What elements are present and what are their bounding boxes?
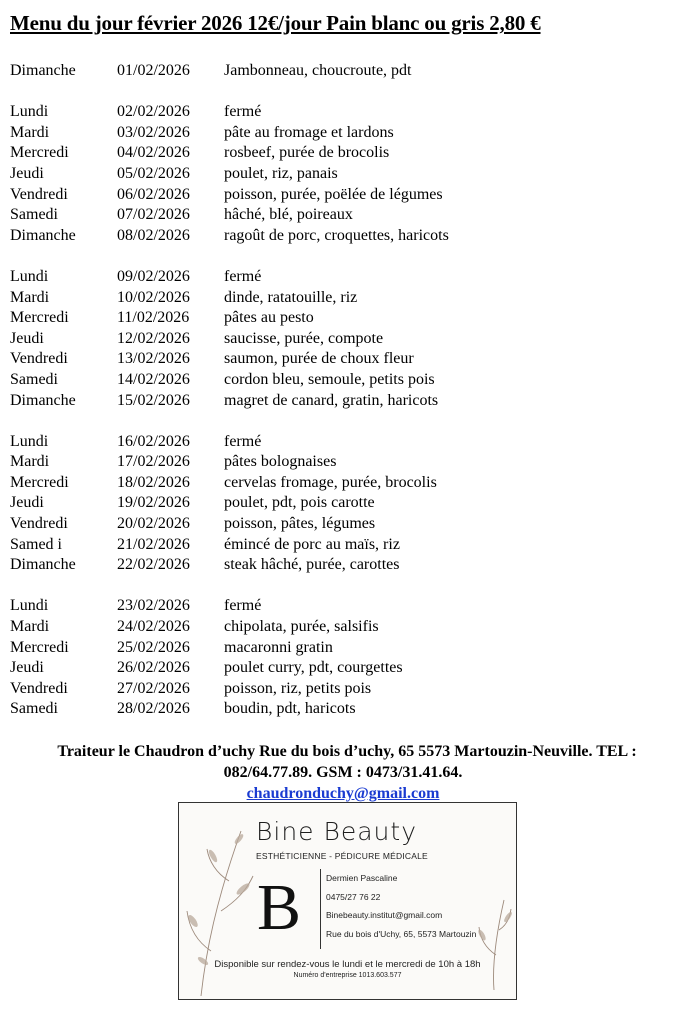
- caterer-footer: [0, 741, 686, 804]
- menu-row: [10, 288, 670, 309]
- menu-dish: Jambonneau, choucroute, pdt: [224, 62, 412, 79]
- menu-day: Mercredi: [10, 473, 69, 491]
- menu-dish: steak hâché, purée, carottes: [224, 556, 400, 574]
- menu-day: Mardi: [10, 618, 50, 636]
- menu-date: 18/02/2026: [117, 473, 190, 491]
- menu-row: [10, 185, 670, 206]
- menu-day: Dimanche: [10, 556, 76, 574]
- menu-date: 20/02/2026: [117, 515, 190, 533]
- menu-row: [10, 61, 670, 82]
- menu-row: [10, 555, 670, 576]
- menu-date: 10/02/2026: [117, 288, 190, 306]
- menu-day: Vendredi: [10, 185, 68, 203]
- menu-dish: macaronni gratin: [224, 638, 333, 656]
- caterer-address: Traiteur le Chaudron d’uchy Rue du bois d’uchy, 65 5573 Martouzin-Neuville. TEL :: [57, 743, 637, 760]
- menu-row: [10, 432, 670, 453]
- menu-day: Mardi: [10, 453, 50, 471]
- menu-day: Jeudi: [10, 329, 44, 347]
- menu-row: [10, 473, 670, 494]
- menu-dish: hâché, blé, poireaux: [224, 206, 353, 224]
- menu-row: [10, 638, 670, 659]
- menu-dish: poulet, pdt, pois carotte: [224, 494, 375, 512]
- menu-date: 19/02/2026: [117, 494, 190, 512]
- week-separator: [10, 411, 670, 432]
- week-separator: [10, 576, 670, 597]
- menu-date: 15/02/2026: [117, 391, 190, 409]
- week-separator: [10, 82, 670, 103]
- menu-dish: fermé: [224, 432, 262, 450]
- menu-row: [10, 370, 670, 391]
- menu-row: [10, 658, 670, 679]
- menu-list: [10, 61, 670, 720]
- menu-dish: pâte au fromage et lardons: [224, 123, 394, 141]
- menu-date: 17/02/2026: [117, 453, 190, 471]
- menu-dish: fermé: [224, 267, 262, 285]
- menu-day: Vendredi: [10, 515, 68, 533]
- menu-dish: cordon bleu, semoule, petits pois: [224, 370, 435, 388]
- menu-row: [10, 102, 670, 123]
- menu-dish: poulet, riz, panais: [224, 164, 338, 182]
- card-logo-letter: B: [257, 871, 302, 944]
- menu-day: Samedi: [10, 206, 58, 224]
- menu-date: 08/02/2026: [117, 226, 190, 244]
- menu-day: Mercredi: [10, 144, 69, 162]
- menu-date: 25/02/2026: [117, 638, 190, 656]
- menu-row: [10, 164, 670, 185]
- caterer-phones: 082/64.77.89. GSM : 0473/31.41.64.: [223, 764, 463, 781]
- menu-date: 05/02/2026: [117, 164, 190, 182]
- menu-row: [10, 452, 670, 473]
- menu-dish: poisson, purée, poëlée de légumes: [224, 185, 443, 203]
- menu-row: [10, 493, 670, 514]
- menu-dish: saucisse, purée, compote: [224, 329, 384, 347]
- menu-date: 11/02/2026: [117, 309, 190, 327]
- menu-dish: boudin, pdt, haricots: [224, 700, 356, 718]
- card-divider: [320, 869, 321, 949]
- menu-date: 26/02/2026: [117, 659, 190, 677]
- card-company-number: Numéro d'entreprise 1013.603.577: [293, 972, 402, 979]
- menu-date: 06/02/2026: [117, 185, 190, 203]
- menu-date: 16/02/2026: [117, 432, 190, 450]
- menu-dish: fermé: [224, 597, 262, 615]
- menu-date: 07/02/2026: [117, 206, 190, 224]
- menu-row: [10, 226, 670, 247]
- menu-date: 21/02/2026: [117, 535, 190, 553]
- menu-row: [10, 514, 670, 535]
- page-title: Menu du jour février 2026 12€/jour Pain blanc ou gris 2,80 €: [10, 11, 541, 35]
- menu-date: 03/02/2026: [117, 123, 190, 141]
- menu-day: Jeudi: [10, 164, 44, 182]
- menu-dish: émincé de porc au maïs, riz: [224, 535, 400, 553]
- caterer-email-link[interactable]: chaudronduchy@gmail.com: [246, 785, 440, 802]
- menu-day: Jeudi: [10, 494, 44, 512]
- menu-day: Lundi: [10, 267, 49, 285]
- menu-row: [10, 349, 670, 370]
- card-brand: Bine Beauty: [256, 817, 417, 846]
- card-email: Binebeauty.institut@gmail.com: [326, 910, 443, 920]
- menu-day: Mercredi: [10, 309, 69, 327]
- menu-day: Lundi: [10, 432, 49, 450]
- menu-row: [10, 617, 670, 638]
- menu-dish: fermé: [224, 103, 262, 121]
- card-name: Dermien Pascaline: [326, 873, 398, 883]
- menu-row: [10, 679, 670, 700]
- menu-row: [10, 308, 670, 329]
- menu-day: Samed i: [10, 535, 62, 553]
- menu-dish: rosbeef, purée de brocolis: [224, 144, 390, 162]
- menu-dish: cervelas fromage, purée, brocolis: [224, 473, 437, 491]
- menu-day: Lundi: [10, 597, 49, 615]
- menu-date: 27/02/2026: [117, 679, 190, 697]
- menu-dish: chipolata, purée, salsifis: [224, 618, 379, 636]
- menu-day: Dimanche: [10, 226, 76, 244]
- menu-row: [10, 535, 670, 556]
- menu-dish: poisson, riz, petits pois: [224, 679, 372, 697]
- menu-date: 13/02/2026: [117, 350, 190, 368]
- menu-date: 02/02/2026: [117, 103, 190, 121]
- menu-day: Vendredi: [10, 679, 68, 697]
- menu-day: Lundi: [10, 103, 49, 121]
- card-phone: 0475/27 76 22: [326, 892, 381, 902]
- menu-row: [10, 123, 670, 144]
- menu-row: [10, 391, 670, 412]
- menu-day: Samedi: [10, 700, 58, 718]
- menu-dish: pâtes bolognaises: [224, 453, 337, 471]
- menu-date: 01/02/2026: [117, 62, 190, 79]
- menu-row: [10, 205, 670, 226]
- menu-date: 23/02/2026: [117, 597, 190, 615]
- menu-date: 24/02/2026: [117, 618, 190, 636]
- menu-day: Mercredi: [10, 638, 69, 656]
- menu-date: 12/02/2026: [117, 329, 190, 347]
- menu-day: Dimanche: [10, 391, 76, 409]
- menu-dish: magret de canard, gratin, haricots: [224, 391, 439, 409]
- menu-day: Samedi: [10, 370, 58, 388]
- menu-row: [10, 699, 670, 720]
- menu-date: 22/02/2026: [117, 556, 190, 574]
- menu-row: [10, 143, 670, 164]
- menu-dish: pâtes au pesto: [224, 309, 314, 327]
- card-availability: Disponible sur rendez-vous le lundi et le mercredi de 10h à 18h: [214, 959, 481, 970]
- menu-day: Jeudi: [10, 659, 44, 677]
- menu-day: Mardi: [10, 288, 50, 306]
- menu-date: 14/02/2026: [117, 370, 190, 388]
- menu-dish: ragoût de porc, croquettes, haricots: [224, 226, 449, 244]
- week-separator: [10, 246, 670, 267]
- menu-dish: poisson, pâtes, légumes: [224, 515, 376, 533]
- business-card: [178, 802, 517, 1000]
- menu-day: Dimanche: [10, 62, 76, 79]
- menu-dish: saumon, purée de choux fleur: [224, 350, 414, 368]
- menu-row: [10, 329, 670, 350]
- menu-dish: dinde, ratatouille, riz: [224, 288, 358, 306]
- menu-row: [10, 267, 670, 288]
- menu-day: Mardi: [10, 123, 50, 141]
- menu-date: 04/02/2026: [117, 144, 190, 162]
- menu-date: 09/02/2026: [117, 267, 190, 285]
- card-subtitle: ESTHÉTICIENNE - PÉDICURE MÉDICALE: [256, 851, 428, 861]
- menu-dish: poulet curry, pdt, courgettes: [224, 659, 403, 677]
- menu-date: 28/02/2026: [117, 700, 190, 718]
- menu-day: Vendredi: [10, 350, 68, 368]
- menu-row: [10, 596, 670, 617]
- card-address: Rue du bois d'Uchy, 65, 5573 Martouzin: [326, 929, 477, 939]
